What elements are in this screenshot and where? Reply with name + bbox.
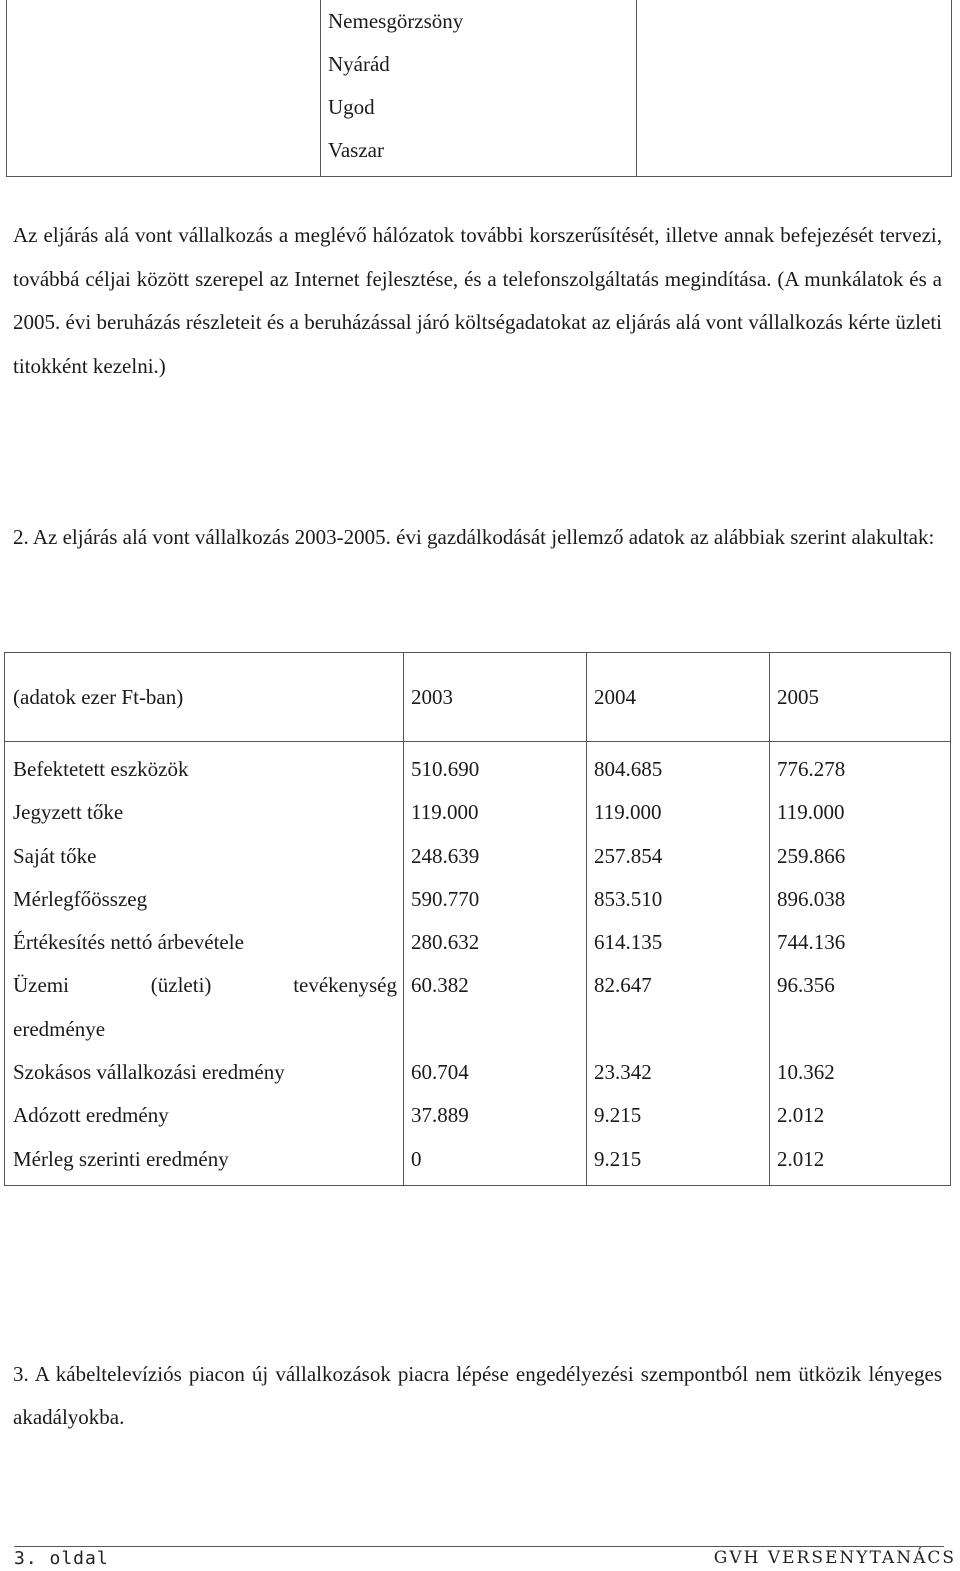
cell-value: 257.854 (594, 843, 663, 868)
cell-value: 896.038 (777, 886, 846, 911)
row-label-word: (üzleti) (150, 973, 212, 998)
town-table (6, 0, 952, 177)
row-label: Adózott eredmény (13, 1103, 169, 1128)
cell-value: 590.770 (411, 886, 480, 911)
cell-value: 60.382 (411, 973, 469, 998)
header-rule (5, 741, 950, 742)
cell-value: 119.000 (594, 800, 662, 825)
cell-value: 2.012 (777, 1146, 825, 1171)
header-label: (adatok ezer Ft-ban) (13, 685, 184, 709)
cell-value: 9.215 (594, 1146, 642, 1171)
table-divider (320, 0, 321, 176)
cell-value: 23.342 (594, 1060, 652, 1085)
town-item: Nemesgörzsöny (328, 9, 464, 33)
table-divider (636, 0, 637, 176)
town-item: Ugod (328, 95, 375, 119)
footer-rule (14, 1546, 944, 1547)
cell-value: 2.012 (777, 1103, 825, 1128)
cell-spacer (594, 1008, 662, 1051)
row-label-continuation: eredménye (13, 1016, 106, 1041)
cell-value: 37.889 (411, 1103, 469, 1128)
cell-value: 119.000 (411, 800, 479, 825)
col-2003 (411, 748, 479, 1181)
table-divider (586, 653, 587, 1185)
row-labels (13, 748, 397, 1181)
cell-value: 776.278 (777, 757, 846, 781)
cell-value: 280.632 (411, 930, 480, 955)
row-label: Mérlegfőösszeg (13, 886, 148, 911)
cell-value: 9.215 (594, 1103, 642, 1128)
cell-value: 259.866 (777, 843, 846, 868)
header-2004: 2004 (594, 685, 636, 709)
row-label: Saját tőke (13, 843, 97, 868)
town-list (328, 0, 463, 172)
section-3-paragraph: 3. A kábeltelevíziós piacon új vállalkozások piacra lépése engedélyezési szempontból nem ütközik lényeges akadályokba. (13, 1362, 942, 1429)
row-label (13, 964, 397, 1007)
table-divider (769, 653, 770, 1185)
cell-value: 96.356 (777, 973, 835, 998)
financial-table (4, 652, 951, 1186)
row-label: Mérleg szerinti eredmény (13, 1146, 229, 1171)
page-number: 3. oldal (14, 1548, 109, 1569)
cell-value: 614.135 (594, 930, 663, 955)
cell-value: 248.639 (411, 843, 480, 868)
cell-value: 510.690 (411, 757, 480, 781)
col-2004 (594, 748, 662, 1181)
cell-spacer (411, 1008, 479, 1051)
cell-value: 853.510 (594, 886, 663, 911)
row-label: Értékesítés nettó árbevétele (13, 930, 244, 955)
cell-value: 10.362 (777, 1060, 835, 1085)
col-2005 (777, 748, 845, 1181)
cell-value: 119.000 (777, 800, 845, 825)
row-label-word: Üzemi (13, 973, 69, 998)
row-label: Jegyzett tőke (13, 800, 124, 825)
cell-value: 60.704 (411, 1060, 469, 1085)
town-item: Vaszar (328, 138, 384, 162)
cell-value: 744.136 (777, 930, 846, 955)
cell-spacer (777, 1008, 845, 1051)
header-2005: 2005 (777, 685, 819, 709)
header-2003: 2003 (411, 685, 453, 709)
cell-value: 0 (411, 1146, 422, 1171)
row-label: Szokásos vállalkozási eredmény (13, 1060, 285, 1085)
section-2-heading: 2. Az eljárás alá vont vállalkozás 2003-2005. évi gazdálkodását jellemző adatok az alábbiak szerint alakultak: (13, 525, 935, 549)
cell-value: 82.647 (594, 973, 652, 998)
town-item: Nyárád (328, 52, 390, 76)
row-label: Befektetett eszközök (13, 757, 189, 781)
footer-organization: GVH VERSENYTANÁCS (713, 1548, 956, 1568)
table-divider (403, 653, 404, 1185)
row-label-word: tevékenység (293, 973, 397, 998)
cell-value: 804.685 (594, 757, 663, 781)
body-paragraph: Az eljárás alá vont vállalkozás a meglévő hálózatok további korszerűsítését, illetve annak befejezését tervezi, továbbá céljai között szerepel az Internet fejlesztése, és a telefonszolgáltatás megindítása. (A munkálatok és a 2005. évi beruházás részleteit és a beruházással járó költségadatokat az eljárás alá vont vállalkozás kérte üzleti titokként kezelni.) (13, 223, 942, 378)
